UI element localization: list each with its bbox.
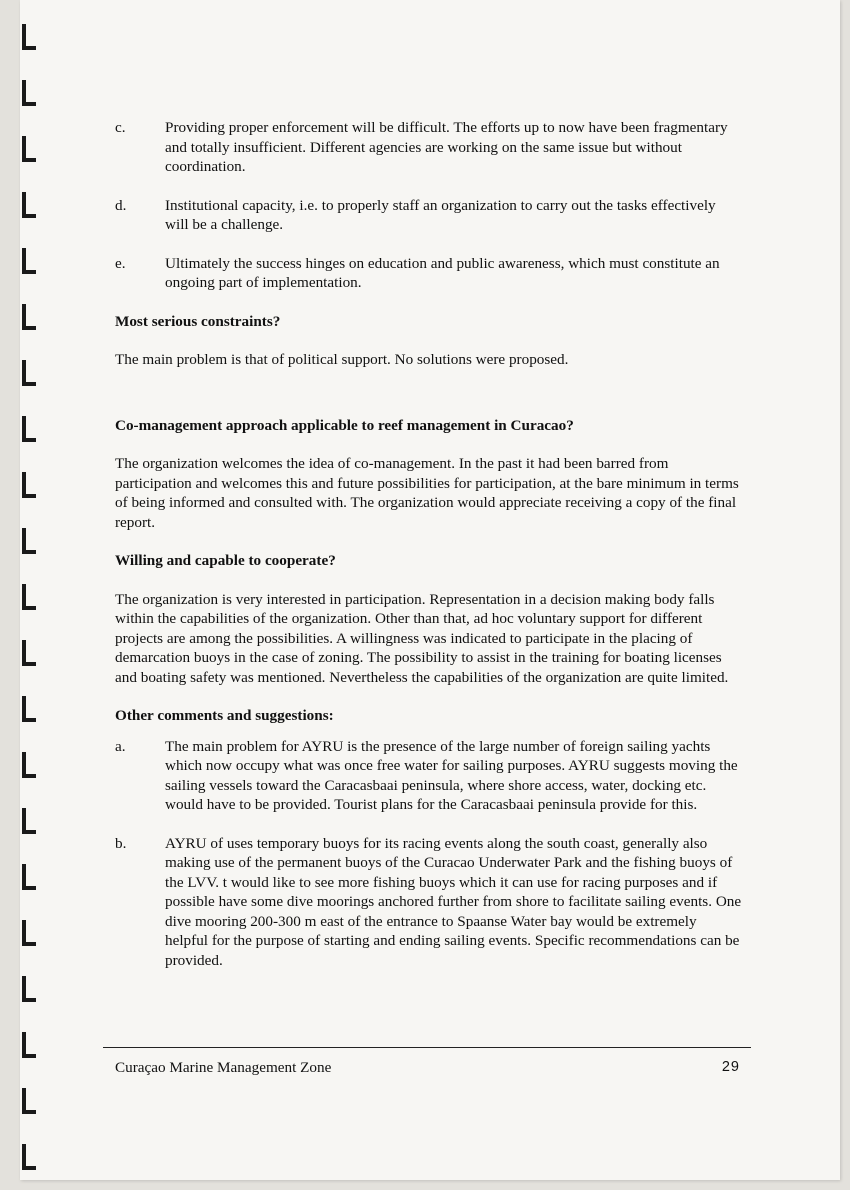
list-marker: e. [115,254,126,272]
section-spacer [115,389,743,416]
page-number: 29 [721,1059,740,1075]
comanagement-paragraph: The organization welcomes the idea of co-management. In the past it had been barred from participation and welcomes this and future possibilities for participation, at the bare minimum in terms of being informed and consulted with. The organization would appreciate receiving a copy of the final report. [115,455,739,531]
binding-ring [22,136,36,162]
list-marker: b. [115,834,127,852]
binding-ring [22,752,36,778]
binding-ring [22,416,36,442]
constraints-paragraph: The main problem is that of political support. No solutions were proposed. [115,351,569,368]
list-item-text: The main problem for AYRU is the presence of the large number of foreign sailing yachts which now occupy what was once free water for sailing purposes. AYRU suggests moving the sailing vessels toward the Caracasbaai peninsula, where shore access, water, docking etc. would have to be provided. Tourist plans for the Caracasbaai peninsula provide for this. [165,737,738,813]
binding-ring [22,248,36,274]
document-body [115,118,743,989]
binding-ring [22,584,36,610]
section-heading-constraints: Most serious constraints? [115,312,281,330]
list-item-text: AYRU of uses temporary buoys for its racing events along the south coast, generally also making use of the permanent buoys of the Curacao Underwater Park and the fishing buoys of the LVV. t would like to see more fishing buoys which it can use for racing purposes and if possible have some dive moorings anchored further from shore to facilitate sailing events. One dive mooring 200-300 m east of the entrance to Spaanse Water bay would be extremely helpful for the purpose of starting and ending sailing events. Specific recommendations can be provided. [165,834,742,969]
list-marker: d. [115,196,127,214]
section-heading-cooperate: Willing and capable to cooperate? [115,552,336,569]
footer-title: Curaçao Marine Management Zone [115,1059,332,1076]
binding-ring [22,1032,36,1058]
list-item-text: Ultimately the success hinges on education and public awareness, which must constitute an ongoing part of implementation. [165,254,720,291]
binding-ring [22,864,36,890]
binding-ring [22,976,36,1002]
binding-ring [22,472,36,498]
binding-ring [22,920,36,946]
list-marker: a. [115,737,126,755]
list-item-e [115,254,743,293]
binding-ring [22,304,36,330]
binding-ring [22,640,36,666]
comment-item-b [115,834,743,971]
binding-ring [22,1088,36,1114]
binding-ring [22,80,36,106]
footer-rule [103,1047,751,1048]
binding-ring [22,360,36,386]
binding-ring [22,1144,36,1170]
page-footer [115,1059,740,1077]
section-heading-comanagement: Co-management approach applicable to reef management in Curacao? [115,416,574,434]
list-item-text: Providing proper enforcement will be difficult. The efforts up to now have been fragmentary and totally insufficient. Different agencies are working on the same issue but without coordination. [165,119,728,175]
binding-ring [22,24,36,50]
cooperate-paragraph: The organization is very interested in participation. Representation in a decision making body falls within the capabilities of the organization. Other than that, ad hoc voluntary support for different projects are among the possibilities. A willingness was indicated to participate in the placing of demarcation buoys in the case of zoning. The possibility to assist in the training for boating licenses and boating safety was mentioned. Nevertheless the capabilities of the organization are quite limited. [115,590,729,686]
binding-ring [22,192,36,218]
list-item-d [115,196,743,235]
binding-ring [22,696,36,722]
list-item-c [115,118,743,177]
section-heading-comments: Other comments and suggestions: [115,707,334,724]
list-marker: c. [115,119,126,136]
binding-ring [22,808,36,834]
comment-item-a [115,737,743,815]
binding-ring [22,528,36,554]
spiral-binding [0,0,48,1190]
list-item-text: Institutional capacity, i.e. to properly staff an organization to carry out the tasks effectively will be a challenge. [165,196,716,233]
